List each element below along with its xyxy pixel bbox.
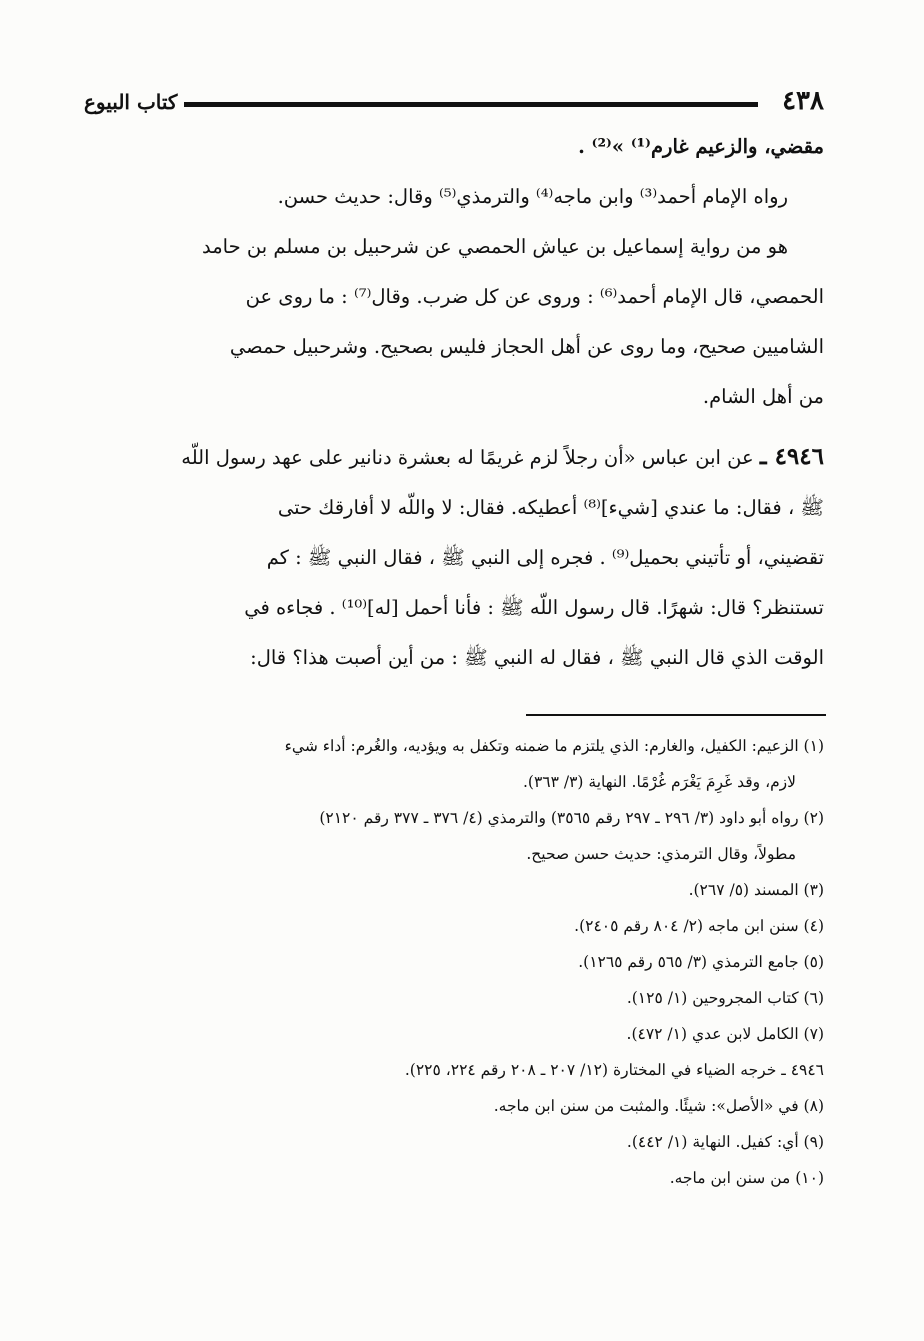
footnote: (٧) الكامل لابن عدي (١/ ٤٧٢). (626, 1025, 824, 1043)
footnote: (٤) سنن ابن ماجه (٢/ ٨٠٤ رقم ٢٤٠٥). (574, 917, 824, 935)
text-line: هو من رواية إسماعيل بن عياش الحمصي عن شرحبيل بن مسلم بن حامد (202, 235, 788, 258)
page-number: ٤٣٨ (782, 86, 824, 116)
header-rule (184, 102, 758, 107)
text-line: ﷺ ، فقال: ما عندي [شيء]⁽⁸⁾ أعطيكه. فقال: لا واللّه لا أفارقك حتى (277, 496, 824, 519)
text-line: عن ابن عباس «أن رجلاً لزم غريمًا له بعشرة دنانير على عهد رسول اللّه (181, 446, 754, 469)
hadith-line (84, 432, 824, 483)
footnote-separator (526, 714, 826, 716)
text-line: تقضيني، أو تأتيني بحميل⁽⁹⁾ . فجره إلى النبي ﷺ ، فقال النبي ﷺ : كم (266, 546, 824, 569)
footnote-continuation: لازم، وقد غَرِمَ يَغْرَم غُرْمًا. النهاية (٣/ ٣٦٣). (522, 773, 796, 791)
text-line: الشاميين صحيح، وما روى عن أهل الحجاز فليس بصحيح. وشرحبيل حمصي (229, 335, 824, 358)
text-line: الحمصي، قال الإمام أحمد⁽⁶⁾ : وروى عن كل ضرب. وقال⁽⁷⁾ : ما روى عن (245, 285, 824, 308)
text-line: مقضي، والزعيم غارم⁽¹⁾ »⁽²⁾ . (578, 135, 824, 158)
footnotes (84, 728, 824, 1196)
footnote: (٩) أي: كفيل. النهاية (١/ ٤٤٢). (626, 1133, 824, 1151)
footnote: (٨) في «الأصل»: شيئًا. والمثبت من سنن ابن ماجه. (493, 1097, 824, 1115)
paragraph-gap (84, 422, 824, 432)
footnote: (٦) كتاب المجروحين (١/ ١٢٥). (626, 989, 824, 1007)
footnote: ٤٩٤٦ ـ خرجه الضياء في المختارة (١٢/ ٢٠٧ ـ ٢٠٨ رقم ٢٢٤، ٢٢٥). (404, 1061, 824, 1079)
footnote: (١) الزعيم: الكفيل، والغارم: الذي يلتزم ما ضمنه وتكفل به ويؤديه، والغُرم: أداء شيء (284, 737, 824, 755)
hadith-number: ٤٩٤٦ ـ (759, 443, 824, 470)
text-line: رواه الإمام أحمد⁽³⁾ وابن ماجه⁽⁴⁾ والترمذي⁽⁵⁾ وقال: حديث حسن. (277, 185, 788, 208)
text-line: الوقت الذي قال النبي ﷺ ، فقال له النبي ﷺ : من أين أصبت هذا؟ قال: (250, 646, 824, 669)
main-text (84, 122, 824, 683)
running-title: كتاب البيوع (84, 90, 178, 114)
text-line: من أهل الشام. (702, 385, 824, 408)
footnote-continuation: مطولاً، وقال الترمذي: حديث حسن صحيح. (526, 845, 796, 863)
page-header (84, 86, 824, 120)
text-line: تستنظر؟ قال: شهرًا. قال رسول اللّه ﷺ : فأنا أحمل [له]⁽¹⁰⁾ . فجاءه في (244, 596, 824, 619)
footnote: (٢) رواه أبو داود (٣/ ٢٩٦ ـ ٢٩٧ رقم ٣٥٦٥) والترمذي (٤/ ٣٧٦ ـ ٣٧٧ رقم ٢١٢٠) (319, 809, 824, 827)
footnote: (١٠) من سنن ابن ماجه. (669, 1169, 824, 1187)
footnote: (٣) المسند (٥/ ٢٦٧). (688, 881, 824, 899)
footnote: (٥) جامع الترمذي (٣/ ٥٦٥ رقم ١٢٦٥). (578, 953, 824, 971)
